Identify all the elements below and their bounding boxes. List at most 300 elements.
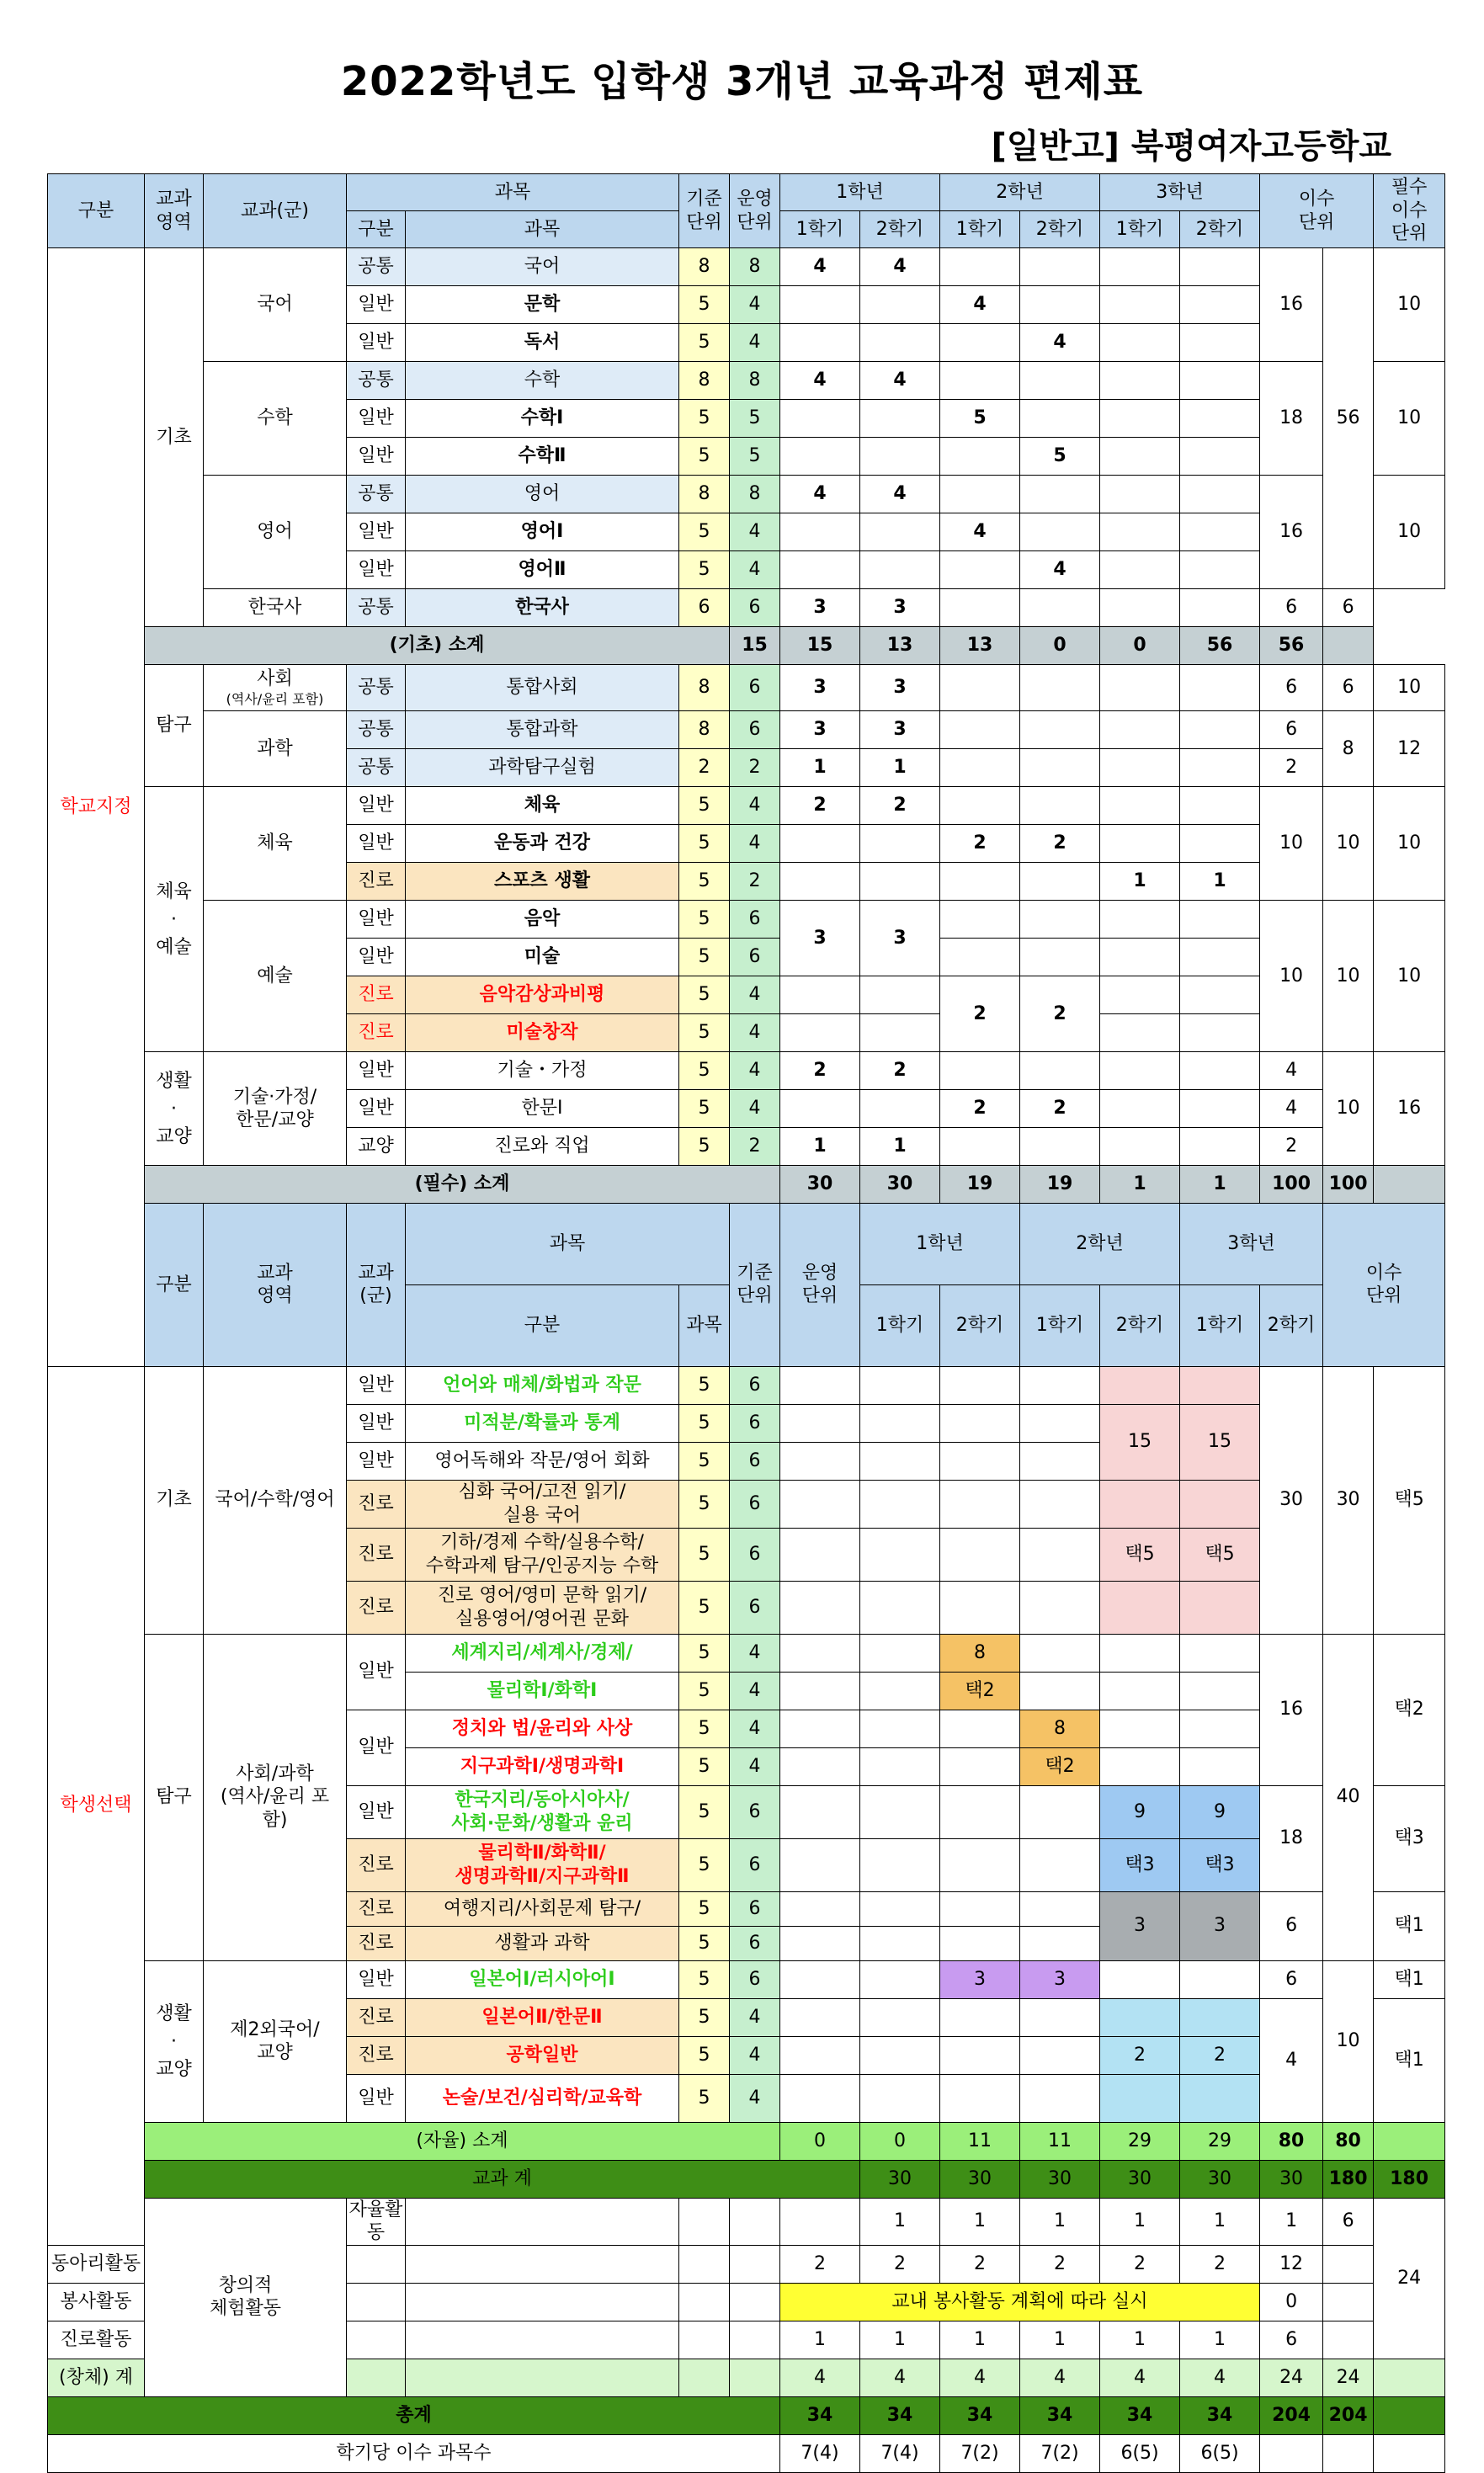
subject-name: 기하/경제 수학/실용수학/ 수학과제 탐구/인공지능 수학 (406, 1528, 679, 1581)
semester-cell: 5 (1020, 438, 1100, 476)
activity-name: 봉사활동 (48, 2283, 145, 2321)
oper-unit: 8 (730, 248, 780, 286)
semester-cell (1100, 286, 1180, 324)
semester-cell (1020, 1480, 1100, 1528)
course-count-value: 6(5) (1180, 2434, 1260, 2472)
note-explore-1: 택2 (1374, 1634, 1445, 1785)
subject-name: 진로 영어/영미 문학 읽기/ 실용영어/영어권 문화 (406, 1581, 679, 1634)
subject-kind: 일반 (347, 787, 406, 825)
oper-unit: 6 (730, 1581, 780, 1634)
subject-kind: 공통 (347, 476, 406, 513)
semester-cell (679, 2245, 730, 2283)
required-subtotal-value: 19 (1020, 1166, 1100, 1204)
required-subtotal-value: 100 (1323, 1166, 1374, 1204)
semester-cell (860, 1442, 940, 1480)
header-semester: 1학기 (1020, 1284, 1100, 1366)
base-unit: 5 (679, 787, 730, 825)
semester-cell (860, 2036, 940, 2074)
block-3-y3s2: 3 (1180, 1891, 1260, 1960)
base-unit: 5 (679, 976, 730, 1014)
credit-tech-2: 4 (1260, 1090, 1323, 1128)
subject-name: 심화 국어/고전 읽기/ 실용 국어 (406, 1480, 679, 1528)
oper-unit: 6 (730, 1960, 780, 1998)
semester-cell (679, 2321, 730, 2359)
subject-name: 정치와 법/윤리와 사상 (406, 1710, 679, 1747)
subject-kind: 일반 (347, 1090, 406, 1128)
credit-korean: 16 (1260, 248, 1323, 362)
semester-cell (860, 551, 940, 589)
header-subject: 과목 (347, 174, 679, 211)
semester-cell (1180, 248, 1260, 286)
semester-cell (940, 1366, 1020, 1404)
course-count-label: 학기당 이수 과목수 (48, 2434, 780, 2472)
subject-kind: 일반 (347, 400, 406, 438)
semester-cell: 2 (940, 976, 1020, 1052)
semester-cell (780, 1710, 860, 1747)
semester-cell (1100, 749, 1180, 787)
block-2-y3s1: 2 (1100, 2036, 1180, 2074)
block-3-y3s1: 3 (1100, 1891, 1180, 1960)
semester-cell: 1 (1180, 863, 1260, 901)
subject-name: 통합과학 (406, 711, 679, 749)
autonomous-subtotal-value: 80 (1323, 2122, 1374, 2160)
table-cell (1323, 627, 1374, 665)
block-choose3-y3s2: 택3 (1180, 1838, 1260, 1891)
oper-unit: 2 (730, 1128, 780, 1166)
basic-subtotal-value: 56 (1260, 627, 1323, 665)
semester-cell (940, 248, 1020, 286)
table-cell (1323, 2321, 1374, 2359)
semester-cell (1020, 1404, 1100, 1442)
basic-subtotal-value: 15 (780, 627, 860, 665)
block-choose5-sem1: 택5 (1100, 1528, 1180, 1581)
activity-credit: 12 (1260, 2245, 1323, 2283)
activity-credit-total: 24 (1374, 2198, 1445, 2359)
semester-cell (1180, 901, 1260, 939)
semester-cell: 3 (780, 589, 860, 627)
semester-cell (1180, 362, 1260, 400)
semester-cell (860, 1404, 940, 1442)
semester-cell (780, 1747, 860, 1785)
group-korean: 국어 (204, 248, 347, 362)
header-group: 교과(군) (204, 174, 347, 248)
semester-cell (1180, 665, 1260, 711)
base-unit: 5 (679, 324, 730, 362)
semester-cell (860, 1581, 940, 1634)
header-base-unit: 기준 단위 (679, 174, 730, 248)
semester-cell (780, 863, 860, 901)
header-subject: 과목 (406, 1204, 730, 1285)
semester-cell (860, 1838, 940, 1891)
header-credits: 이수 단위 (1323, 1204, 1445, 1367)
semester-cell: 1 (1100, 2321, 1180, 2359)
autonomous-subtotal-value: 11 (1020, 2122, 1100, 2160)
credit-explore-3: 6 (1260, 1891, 1323, 1960)
base-unit: 5 (679, 1926, 730, 1960)
table-cell (406, 2359, 679, 2396)
table-cell (679, 2359, 730, 2396)
credit-tech-required: 10 (1323, 1052, 1374, 1166)
base-unit: 5 (679, 1747, 730, 1785)
semester-cell (1100, 1014, 1180, 1052)
semester-cell (1180, 1960, 1260, 1998)
semester-cell (1100, 1672, 1180, 1710)
subject-name: 독서 (406, 324, 679, 362)
semester-cell (780, 1785, 860, 1838)
basic-subtotal-value: 0 (1100, 627, 1180, 665)
semester-cell (1020, 1838, 1100, 1891)
subject-kind: 일반 (347, 286, 406, 324)
autonomous-subtotal-value: 0 (780, 2122, 860, 2160)
subject-name: 운동과 건강 (406, 825, 679, 863)
semester-cell (940, 1480, 1020, 1528)
base-unit: 8 (679, 665, 730, 711)
semester-cell (940, 1528, 1020, 1581)
table-cell (1323, 2283, 1374, 2321)
subject-kind: 일반 (347, 551, 406, 589)
semester-cell: 4 (940, 513, 1020, 551)
semester-cell (860, 2074, 940, 2122)
subject-kind: 공통 (347, 665, 406, 711)
semester-cell (780, 1528, 860, 1581)
grand-total-value: 204 (1323, 2396, 1374, 2434)
table-cell (1374, 1166, 1445, 1204)
table-cell (1374, 2396, 1445, 2434)
oper-unit: 2 (730, 749, 780, 787)
semester-cell (780, 551, 860, 589)
base-unit: 5 (679, 1528, 730, 1581)
semester-cell (1180, 513, 1260, 551)
subject-kind: 일반 (347, 513, 406, 551)
course-count-value: 7(2) (940, 2434, 1020, 2472)
subject-name: 여행지리/사회문제 탐구/ (406, 1891, 679, 1926)
base-unit: 5 (679, 863, 730, 901)
semester-cell: 2 (780, 1052, 860, 1090)
table-cell (1260, 2434, 1323, 2472)
header-semester: 2학기 (940, 1284, 1020, 1366)
activity-name: 동아리활동 (48, 2245, 145, 2283)
block-cell (1180, 1998, 1260, 2036)
subject-kind: 일반 (347, 1960, 406, 1998)
semester-cell: 1 (940, 2198, 1020, 2245)
activity-credit: 6 (1323, 2198, 1374, 2245)
header-year2: 2학년 (940, 174, 1100, 211)
credit-life-2: 4 (1260, 1998, 1323, 2122)
semester-cell (1180, 551, 1260, 589)
semester-cell: 2 (860, 787, 940, 825)
oper-unit: 4 (730, 1634, 780, 1672)
subject-kind: 진로 (347, 1480, 406, 1528)
semester-cell (940, 1926, 1020, 1960)
basic-subtotal-value: 15 (730, 627, 780, 665)
semester-cell (1180, 1634, 1260, 1672)
semester-cell: 1 (780, 1128, 860, 1166)
semester-cell (1100, 1747, 1180, 1785)
semester-cell (780, 286, 860, 324)
semester-cell: 1 (1100, 863, 1180, 901)
subject-kind: 진로 (347, 863, 406, 901)
subject-kind: 일반 (347, 1785, 406, 1838)
curriculum-table (47, 173, 1445, 2473)
semester-cell (860, 1710, 940, 1747)
group-social-science: 사회/과학 (역사/윤리 포 함) (204, 1634, 347, 1960)
semester-cell (1020, 665, 1100, 711)
credit-basic-2: 30 (1260, 1366, 1323, 1634)
semester-cell: 2 (1020, 976, 1100, 1052)
semester-cell (1020, 863, 1100, 901)
subject-name: 미술 (406, 939, 679, 976)
oper-unit: 6 (730, 665, 780, 711)
credit-basic-total: 56 (1323, 248, 1374, 589)
subject-name: 영어 (406, 476, 679, 513)
semester-cell (940, 589, 1020, 627)
course-count-value: 6(5) (1100, 2434, 1180, 2472)
subject-name: 수학Ⅰ (406, 400, 679, 438)
semester-cell: 1 (860, 749, 940, 787)
semester-cell (1180, 286, 1260, 324)
semester-cell (679, 2198, 730, 2245)
oper-unit: 6 (730, 1442, 780, 1480)
subject-kind: 일반 (347, 1366, 406, 1404)
semester-cell (347, 2321, 406, 2359)
required-subtotal-value: 30 (860, 1166, 940, 1204)
oper-unit: 5 (730, 438, 780, 476)
base-unit: 5 (679, 1014, 730, 1052)
semester-cell (780, 1090, 860, 1128)
semester-cell (940, 901, 1020, 939)
semester-cell (1020, 1366, 1100, 1404)
oper-unit: 4 (730, 1710, 780, 1747)
header-semester: 2학기 (1180, 211, 1260, 248)
semester-cell: 1 (860, 2198, 940, 2245)
grand-total-value: 34 (1100, 2396, 1180, 2434)
semester-cell (860, 863, 940, 901)
header-semester: 1학기 (1180, 1284, 1260, 1366)
semester-cell: 5 (940, 400, 1020, 438)
page-title: 2022학년도 입학생 3개년 교육과정 편제표 (340, 58, 1144, 105)
oper-unit: 8 (730, 362, 780, 400)
semester-cell: 1 (860, 2321, 940, 2359)
semester-cell: 2 (940, 2245, 1020, 2283)
semester-cell: 4 (1020, 324, 1100, 362)
base-unit: 5 (679, 1785, 730, 1838)
subject-name: 영어독해와 작문/영어 회화 (406, 1442, 679, 1480)
semester-cell (780, 825, 860, 863)
semester-cell: 1 (1180, 2321, 1260, 2359)
subject-kind: 진로 (347, 2036, 406, 2074)
semester-cell (780, 976, 860, 1014)
base-unit: 5 (679, 2074, 730, 2122)
semester-cell: 2 (1100, 2245, 1180, 2283)
category-creative: 창의적 체험활동 (145, 2198, 347, 2396)
group-tech: 기술·가정/ 한문/교양 (204, 1052, 347, 1166)
subject-name: 국어 (406, 248, 679, 286)
semester-cell: 2 (1020, 2245, 1100, 2283)
subject-name: 영어Ⅰ (406, 513, 679, 551)
subject-total-value: 30 (1100, 2160, 1180, 2198)
credit-art-required: 10 (1323, 901, 1374, 1052)
required-subtotal-value: 19 (940, 1166, 1020, 1204)
block-cell (1100, 1366, 1180, 1404)
semester-cell (1020, 787, 1100, 825)
activity-subtotal-value: 4 (1180, 2359, 1260, 2396)
semester-cell: 2 (1180, 2245, 1260, 2283)
group-social (204, 665, 347, 711)
header-semester: 1학기 (940, 211, 1020, 248)
semester-cell: 1 (1020, 2321, 1100, 2359)
semester-cell (1020, 1672, 1100, 1710)
table-cell (347, 2359, 406, 2396)
semester-cell: 2 (1020, 825, 1100, 863)
semester-cell (1020, 1581, 1100, 1634)
semester-cell (940, 863, 1020, 901)
subject-name: 일본어Ⅰ/러시아어Ⅰ (406, 1960, 679, 1998)
subject-total-value: 180 (1323, 2160, 1374, 2198)
semester-cell (1100, 901, 1180, 939)
subject-name: 공학일반 (406, 2036, 679, 2074)
base-unit: 2 (679, 749, 730, 787)
base-unit: 5 (679, 1480, 730, 1528)
semester-cell (1100, 551, 1180, 589)
subject-name: 진로와 직업 (406, 1128, 679, 1166)
oper-unit: 6 (730, 589, 780, 627)
autonomous-subtotal-value: 80 (1260, 2122, 1323, 2160)
semester-cell (1180, 787, 1260, 825)
area-basic-2: 기초 (145, 1366, 204, 1634)
credit-basic-2-required: 30 (1323, 1366, 1374, 1634)
subject-name: 물리학Ⅰ/화학Ⅰ (406, 1672, 679, 1710)
semester-cell (860, 1926, 940, 1960)
semester-cell (1180, 1710, 1260, 1747)
semester-cell: 3 (860, 711, 940, 749)
subject-kind: 일반 (347, 1634, 406, 1710)
semester-cell (1180, 825, 1260, 863)
semester-cell: 3 (860, 901, 940, 976)
semester-cell (860, 324, 940, 362)
oper-unit: 4 (730, 286, 780, 324)
semester-cell (679, 2283, 730, 2321)
basic-subtotal-value: 13 (940, 627, 1020, 665)
credit-art: 10 (1260, 901, 1323, 1052)
activity-name: 진로활동 (48, 2321, 145, 2359)
subject-kind: 일반 (347, 939, 406, 976)
base-unit: 5 (679, 1052, 730, 1090)
oper-unit: 2 (730, 863, 780, 901)
semester-cell (1020, 2074, 1100, 2122)
semester-cell: 2 (940, 825, 1020, 863)
semester-cell (860, 400, 940, 438)
semester-cell (1180, 476, 1260, 513)
semester-cell (780, 2074, 860, 2122)
semester-cell (780, 1442, 860, 1480)
semester-cell (1180, 711, 1260, 749)
credit-life-1: 6 (1260, 1960, 1323, 1998)
activity-credit: 6 (1260, 2321, 1323, 2359)
base-unit: 5 (679, 1090, 730, 1128)
semester-cell: 3 (780, 665, 860, 711)
credit-english: 16 (1260, 476, 1323, 589)
semester-cell (780, 1891, 860, 1926)
required-history: 6 (1323, 589, 1374, 627)
area-basic: 기초 (145, 248, 204, 627)
semester-cell: 3 (860, 665, 940, 711)
semester-cell: 2 (780, 2245, 860, 2283)
required-korean: 10 (1374, 248, 1445, 362)
semester-cell (1100, 711, 1180, 749)
activity-name: 자율활동 (347, 2198, 406, 2245)
credit-explore-required: 40 (1323, 1634, 1374, 1960)
semester-cell (940, 939, 1020, 976)
grand-total-value: 34 (940, 2396, 1020, 2434)
block-15-sem1: 15 (1100, 1404, 1180, 1480)
credit-social-required: 6 (1323, 665, 1374, 711)
base-unit: 5 (679, 1442, 730, 1480)
subject-name: 미적분/확률과 통계 (406, 1404, 679, 1442)
semester-cell (860, 1480, 940, 1528)
credit-tech-3: 2 (1260, 1128, 1323, 1166)
subject-total-label: 교과 계 (145, 2160, 860, 2198)
semester-cell: 4 (860, 248, 940, 286)
semester-cell: 4 (780, 248, 860, 286)
semester-cell: 3 (780, 901, 860, 976)
semester-cell (780, 1014, 860, 1052)
autonomous-subtotal-value: 0 (860, 2122, 940, 2160)
semester-cell (1180, 1014, 1260, 1052)
subject-kind: 일반 (347, 1442, 406, 1480)
semester-cell (1180, 1672, 1260, 1710)
table-cell (1374, 2122, 1445, 2160)
semester-cell: 1 (780, 749, 860, 787)
note-life-1: 택1 (1374, 1960, 1445, 1998)
semester-cell: 2 (860, 2245, 940, 2283)
subject-total-value: 30 (860, 2160, 940, 2198)
semester-cell (730, 2283, 780, 2321)
semester-cell (940, 1442, 1020, 1480)
semester-cell: 1 (1180, 2198, 1260, 2245)
note-basic: 택5 (1374, 1366, 1445, 1634)
header-year3: 3학년 (1180, 1204, 1323, 1285)
credit-math: 18 (1260, 362, 1323, 476)
semester-cell (1020, 476, 1100, 513)
semester-cell (860, 286, 940, 324)
semester-cell (406, 2245, 679, 2283)
subject-name: 음악감상과비평 (406, 976, 679, 1014)
grand-total-value: 34 (1180, 2396, 1260, 2434)
base-unit: 5 (679, 1838, 730, 1891)
area-life-2: 생활 · 교양 (145, 1960, 204, 2122)
semester-cell (780, 324, 860, 362)
block-cell (1100, 1480, 1180, 1528)
header-year1: 1학년 (780, 174, 940, 211)
group-history: 한국사 (204, 589, 347, 627)
table-cell (1374, 2434, 1445, 2472)
semester-cell: 2 (940, 1090, 1020, 1128)
block-cell (1100, 1581, 1180, 1634)
header-year2: 2학년 (1020, 1204, 1180, 1285)
subject-total-value: 180 (1374, 2160, 1445, 2198)
required-english: 10 (1374, 476, 1445, 589)
group-foreign-lang: 제2외국어/ 교양 (204, 1960, 347, 2122)
header-year3: 3학년 (1100, 174, 1260, 211)
header-semester: 2학기 (1100, 1284, 1180, 1366)
oper-unit: 8 (730, 476, 780, 513)
subject-kind: 공통 (347, 711, 406, 749)
credit-life-required: 10 (1323, 1960, 1374, 2122)
activity-subtotal-value: 24 (1260, 2359, 1323, 2396)
subject-name: 수학Ⅱ (406, 438, 679, 476)
activity-subtotal-value: 4 (780, 2359, 860, 2396)
semester-cell (940, 1891, 1020, 1926)
